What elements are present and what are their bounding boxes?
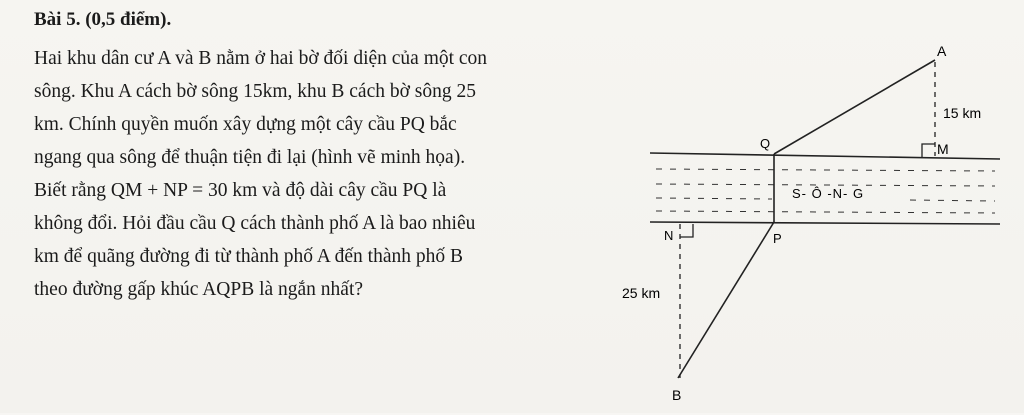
problem-line-1: Hai khu dân cư A và B nằm ở hai bờ đối diện của một con [34,48,488,69]
river-bridge-figure [610,20,1020,410]
label-distance-b: 25 km [622,285,661,301]
label-distance-a: 15 km [943,105,982,121]
figure-svg [610,20,1020,410]
label-point-q: Q [760,136,771,151]
label-point-b: B [672,387,682,403]
problem-line-7: km để quãng đường đi từ thành phố A đến thành phố B [34,246,463,267]
label-point-p: P [773,231,782,246]
water-dash-line-3 [656,198,772,199]
problem-line-8: theo đường gấp khúc AQPB là ngắn nhất? [34,279,364,300]
water-dash-line-4 [656,211,995,213]
right-angle-n [680,224,693,237]
water-dash-line-3b [910,200,995,201]
water-dash-line-1 [656,169,995,171]
segment-aq [774,60,935,154]
right-angle-m [922,144,935,157]
problem-title: Bài 5. (0,5 điểm). [34,9,172,30]
problem-line-5: Biết rằng QM + NP = 30 km và độ dài cây cầu PQ là [34,180,447,201]
label-point-m: M [937,141,949,157]
label-point-a: A [937,43,947,59]
problem-line-2: sông. Khu A cách bờ sông 15km, khu B cách bờ sông 25 [34,81,477,102]
problem-line-4: ngang qua sông để thuận tiện đi lại (hình vẽ minh họa). [34,147,466,168]
label-point-n: N [664,228,674,243]
label-river: S- Ô -N- G [792,186,865,201]
segment-pb [678,222,774,378]
problem-text-block [34,8,624,306]
lower-river-bank [650,222,1000,224]
problem-line-6: không đổi. Hỏi đầu cầu Q cách thành phố A là bao nhiêu [34,213,476,234]
problem-line-3: km. Chính quyền muốn xây dựng một cây cầu PQ bắc [34,114,457,135]
